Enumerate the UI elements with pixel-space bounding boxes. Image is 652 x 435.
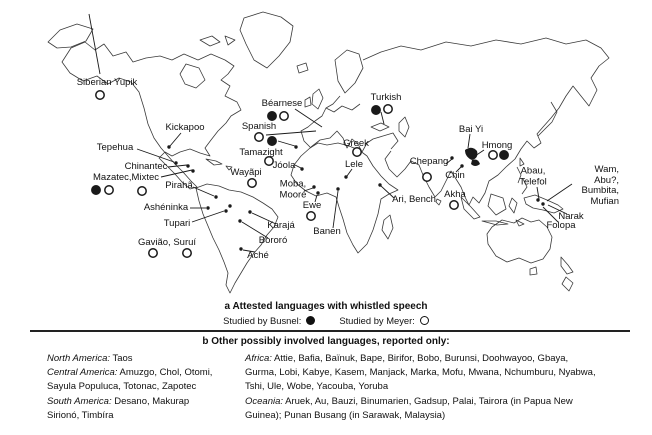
- map-label-siberian-yupik: Siberian Yupik: [76, 76, 138, 88]
- region-name: Oceania:: [245, 395, 284, 407]
- map-label-gaviao-surui: Gavião, Suruí: [137, 236, 197, 248]
- map-label-tamazight: Tamazight: [239, 146, 283, 158]
- panel-b-right-column: [245, 352, 647, 423]
- map-label-lele: Lele: [345, 158, 363, 170]
- panel-b-line: [47, 380, 243, 394]
- map-label-piraha: Pirahã: [165, 179, 193, 191]
- legend-busnel: [223, 315, 315, 326]
- map-label-hmong: Hmong: [481, 139, 513, 151]
- map-label-greek: Greek: [343, 137, 369, 149]
- legend-busnel-label: Studied by Busnel:: [223, 315, 302, 326]
- language-list: Amuzgo, Chol, Otomi,: [117, 367, 213, 379]
- region-name: North America:: [47, 353, 110, 364]
- panel-b-line: [47, 366, 243, 380]
- language-list: Taos: [110, 353, 133, 364]
- map-label-tupari: Tupari: [163, 217, 191, 229]
- meyer-marker-icon: [420, 316, 429, 325]
- map-label-akha: Akha: [444, 188, 466, 200]
- map-label-chepang: Chepang: [409, 155, 449, 167]
- panel-b-left-column: [47, 352, 243, 423]
- panel-b-line: [47, 352, 243, 366]
- language-list: Sayula Populuca, Totonac, Zapotec: [47, 381, 197, 393]
- map-label-spanish: Spanish: [241, 120, 277, 132]
- map-label-joola: Jóola: [272, 159, 296, 171]
- panel-b-line: [47, 409, 243, 423]
- region-name: Central America:: [47, 367, 118, 379]
- map-label-wayapi: Wayãpi: [230, 166, 262, 178]
- map-label-karaja: Karajá: [267, 219, 295, 231]
- map-label-banen: Banen: [313, 225, 341, 237]
- language-list: Tshi, Ule, Wobe, Yacouba, Yoruba: [245, 381, 389, 393]
- language-list: Attie, Bafia, Baïnuk, Bape, Birifor, Bobo, Burunsi, Doohwayoo, Gbaya,: [271, 353, 569, 364]
- map-label-tepehua: Tepehua: [96, 141, 134, 153]
- map-label-ewe: Ewe: [302, 199, 322, 211]
- panel-a-caption: a Attested languages with whistled speech: [224, 301, 428, 312]
- language-list: Desano, Makurap: [111, 395, 190, 407]
- legend-meyer-label: Studied by Meyer:: [339, 315, 415, 326]
- map-label-folopa: Folopa: [546, 219, 576, 231]
- map-label-ari-bench: Ari, Bench: [392, 193, 436, 205]
- map-label-chinantec: Chinantec: [124, 160, 168, 172]
- language-list: Sirionó, Timbíra: [47, 409, 114, 421]
- map-label-asheninka: Ashéninka: [143, 201, 189, 213]
- legend-meyer: [339, 315, 429, 326]
- legend: [0, 315, 652, 326]
- map-label-bororo: Bororó: [258, 234, 288, 246]
- map-label-abau-telefol: Abau, Telefol: [519, 165, 547, 187]
- language-list: Guinea); Punan Busang (in Sarawak, Malaysia): [245, 409, 446, 421]
- map-label-mazatec-mixtec: Mazatec,Mixtec: [93, 171, 159, 183]
- panel-b-line: [47, 395, 243, 409]
- map-label-turkish: Turkish: [370, 91, 402, 103]
- map-label-ache: Aché: [247, 249, 269, 261]
- panel-b-line: [245, 380, 647, 394]
- language-list: Gurma, Lobi, Kabye, Kasem, Manjack, Marka, Mofu, Mwana, Nchumburu, Nyabwa,: [245, 367, 596, 379]
- map-label-moba-moore: Moba, Mooré: [279, 178, 307, 200]
- region-name: South America:: [47, 395, 112, 407]
- panel-b-line: [245, 409, 647, 423]
- map-label-bearnese: Béarnese: [261, 97, 303, 109]
- map-label-kickapoo: Kickapoo: [165, 121, 205, 133]
- language-list: Aruek, Au, Bauzi, Binumarien, Gadsup, Palai, Tairora (in Papua New: [283, 395, 573, 407]
- panel-b-line: [245, 352, 647, 366]
- panel-b-line: [245, 395, 647, 409]
- panel-b-line: [245, 366, 647, 380]
- map-label-bai-yi: Bai Yi: [458, 123, 484, 135]
- map-label-chin: Chin: [445, 169, 465, 181]
- region-name: Africa:: [245, 353, 272, 364]
- map-label-narak: Narak: [558, 210, 584, 222]
- map-label-wam-abu-bumbita-mufian: Wam, Abu?, Bumbita, Mufian: [581, 164, 619, 207]
- panel-divider: [30, 330, 630, 332]
- busnel-marker-icon: [306, 316, 315, 325]
- panel-b-heading: b Other possibly involved languages, reported only:: [202, 336, 450, 347]
